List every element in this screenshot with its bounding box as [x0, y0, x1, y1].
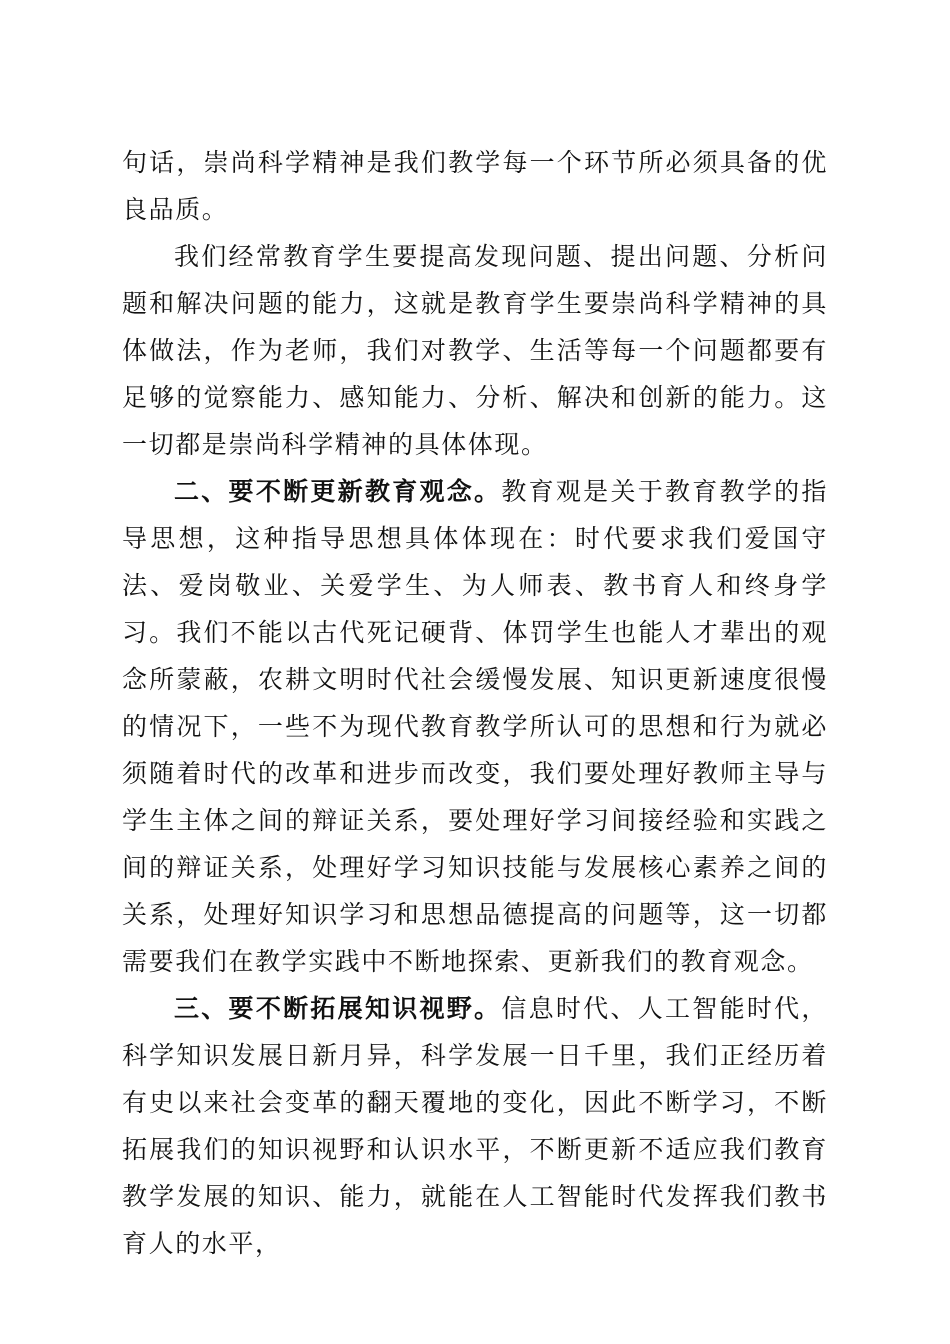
paragraph-scientific-spirit — [122, 233, 828, 468]
paragraph-continuation — [122, 139, 828, 233]
paragraph-text: 信息时代、人工智能时代，科学知识发展日新月异，科学发展一日千里，我们正经历着有史以来社会变革的翻天覆地的变化，因此不断学习，不断拓展我们的知识视野和认识水平，不断更新不适应我们教育教学发展的知识、能力，就能在人工智能时代发挥我们教书育人的水平， — [122, 994, 829, 1258]
paragraph-knowledge-horizon — [122, 985, 828, 1267]
section-heading: 三、要不断拓展知识视野。 — [174, 994, 502, 1023]
document-body — [122, 139, 828, 1267]
paragraph-education-concept — [122, 468, 828, 985]
paragraph-text: 我们经常教育学生要提高发现问题、提出问题、分析问题和解决问题的能力，这就是教育学生要崇尚科学精神的具体做法，作为老师，我们对教学、生活等每一个问题都要有足够的觉察能力、感知能力、分析、解决和创新的能力。这一切都是崇尚科学精神的具体体现。 — [122, 242, 828, 459]
paragraph-text: 教育观是关于教育教学的指导思想，这种指导思想具体体现在：时代要求我们爱国守法、爱岗敬业、关爱学生、为人师表、教书育人和终身学习。我们不能以古代死记硬背、体罚学生也能人才辈出的观念所蒙蔽，农耕文明时代社会缓慢发展、知识更新速度很慢的情况下，一些不为现代教育教学所认可的思想和行为就必须随着时代的改革和进步而改变，我们要处理好教师主导与学生主体之间的辩证关系，要处理好学习间接经验和实践之间的辩证关系，处理好学习知识技能与发展核心素养之间的关系，处理好知识学习和思想品德提高的问题等，这一切都需要我们在教学实践中不断地探索、更新我们的教育观念。 — [122, 477, 829, 976]
section-heading: 二、要不断更新教育观念。 — [174, 477, 502, 506]
paragraph-text: 句话，崇尚科学精神是我们教学每一个环节所必须具备的优良品质。 — [122, 148, 828, 224]
